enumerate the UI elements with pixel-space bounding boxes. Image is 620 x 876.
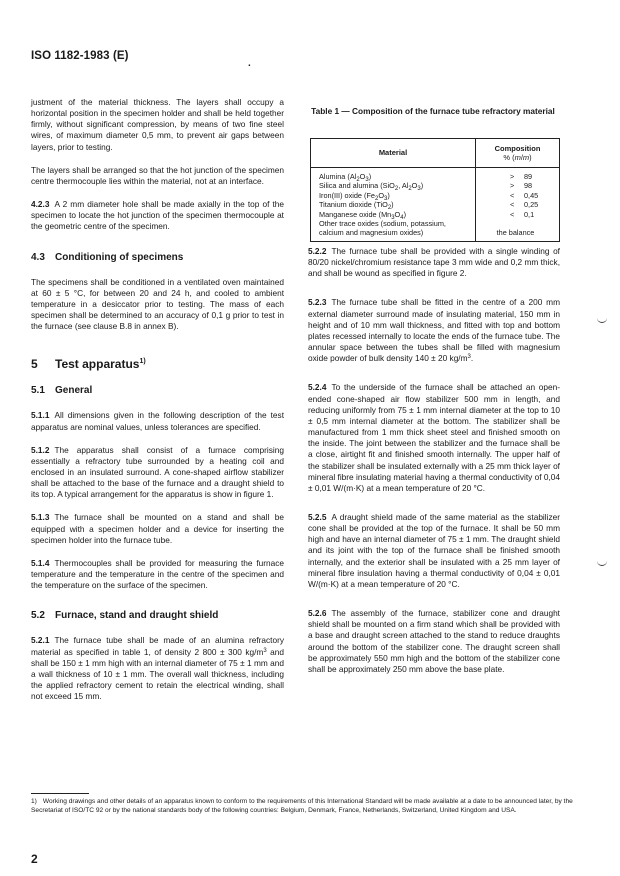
material-text: , Al [398, 181, 409, 191]
composition-value: 0,25 [524, 200, 539, 210]
clause-5-1-3 [31, 512, 284, 545]
superscript: 3 [263, 647, 267, 654]
clause-text: The furnace shall be mounted on a stand and shall be equipped with a specimen holder and a device for inserting the specimen holder into the furnace tube. [31, 512, 284, 545]
clause-text: The apparatus shall consist of a furnace comprising essentially a refractory tube surrounded by a heating coil and enclosed in an insulated surround. A cone-shaped airflow stabilizer shall be attached to the base of the furnace and a draught shield to its top. A typical arrangement for the apparatus is show in figure 1. [31, 444, 284, 500]
material-cell [311, 181, 476, 193]
subscript: 2 [387, 205, 392, 212]
material-text: calcium and magnesium oxides) [319, 228, 424, 238]
material-text: ) [391, 200, 394, 210]
paragraph-continued: justment of the material thickness. The layers shall occupy a horizontal position in the specimen holder and shall be held together firmly, without significant compression, by means of two fine steel wires, of maximum diameter 0,5 mm, to prevent air gaps between layers, prior to testing. [31, 97, 284, 152]
footnote-reference[interactable]: 1) [139, 358, 146, 366]
composition-cell [476, 191, 560, 200]
material-text: Manganese oxide (Mn [319, 209, 392, 219]
heading-number: 5.1 [31, 385, 45, 397]
composition-cell [476, 210, 560, 219]
subscript: 3 [384, 195, 388, 202]
heading-title: General [55, 385, 93, 397]
clause-5-2-1 [31, 635, 284, 702]
composition-cell [476, 168, 560, 182]
clause-number: 5.2.4 [308, 382, 327, 393]
clause-number: 4.2.3 [31, 199, 50, 210]
clause-5-2-2 [308, 246, 560, 279]
clause-text: Thermocouples shall be provided for measuring the furnace temperature and the temperature in the centre of the specimen and the temperature on the surface of the specimen. [31, 557, 284, 591]
clause-text: To the underside of the furnace shall be attached an open-ended cone-shaped air flow stabilizer 500 mm in length, and reducing uniformly from 75 ± 1 mm internal diameter at the top to 10 ± 0,5 mm internal diameter at the bottom. The stabilizer shall be manufactured from 1 mm thick sheet steel and finished smooth on the inside. The joint between the stabilizer and the furnace shall be a close, airtight fit and finished smooth internally. The upper half of the stabilizer shall be insulated externally with a 25 mm thick layer of mineral fibre insulating material having a thermal conductivity of 0,04 ± 0,01 W/(m·K) at a mean temperature of 20 °C. [308, 382, 560, 493]
heading-5-2 [31, 609, 284, 623]
table-header-row [311, 139, 560, 168]
footnote [31, 797, 576, 816]
material-text: ) [368, 172, 372, 181]
material-text: O [378, 190, 384, 200]
clause-number: 5.1.2 [31, 444, 50, 455]
subscript: 2 [394, 186, 399, 193]
heading-5 [31, 354, 284, 372]
clause-5-2-3 [308, 297, 560, 364]
clause-5-2-4 [308, 382, 560, 494]
composition-table [310, 138, 560, 242]
subscript: 3 [365, 177, 369, 183]
heading-number: 5.2 [31, 610, 45, 622]
composition-value: the balance [496, 228, 535, 238]
clause-number: 5.2.1 [31, 635, 50, 646]
page-number: 2 [31, 852, 38, 866]
clause-number: 5.2.2 [308, 246, 327, 256]
clause-number: 5.1.3 [31, 512, 50, 523]
subscript: 2 [356, 177, 360, 183]
material-cell [311, 200, 476, 212]
left-column [31, 97, 284, 702]
heading-5-1 [31, 384, 284, 398]
clause-5-2-5 [308, 512, 560, 590]
subscript: 2 [408, 186, 412, 193]
material-text: ) [387, 190, 390, 200]
table-row [311, 210, 560, 219]
clause-text: A 2 mm diameter hole shall be made axially in the top of the specimen to locate the hot junction of the specimen thermocouple at the geometric centre of the specimen. [31, 199, 284, 232]
material-text: Silica and alumina (SiO [319, 181, 395, 191]
footnote-number: 1) [31, 798, 37, 805]
superscript: 3 [467, 354, 471, 361]
heading-4-3 [31, 251, 284, 265]
material-text: Alumina (Al [319, 172, 357, 181]
material-text: Titanium dioxide (TiO [319, 200, 388, 210]
clause-text-continued: and shall be 150 ± 1 mm high with an internal diameter of 75 ± 1 mm and a wall thickness of 10 ± 1 mm. The overall wall thickness, including the applied refractory cement to retain the electrical winding, shall not exceed 15 mm. [31, 646, 284, 702]
heading-title: Conditioning of specimens [55, 251, 184, 263]
subscript: 3 [417, 186, 421, 193]
table-row [311, 181, 560, 190]
column-header-composition [476, 139, 560, 168]
material-cell [311, 168, 476, 182]
clause-text: The assembly of the furnace, stabilizer cone and draught shield shall be mounted on a firm stand which shall be provided with a base and draught screen attached to the stand to reduce draughts around the bottom of the stabilizer cone. The draught screen shall be approximately 550 mm high and the bottom of the stabilizer cone shall be approximately 250 mm above the base plate. [308, 608, 560, 674]
clause-text: The furnace tube shall be fitted in the centre of a 200 mm external diameter surround made of insulating material, 150 mm in height and of 10 mm wall thickness, and fitted with top and bottom plates recessed internally to locate the ends of the furnace tube. The annular space between the tubes shall be filled with magnesium oxide powder of bulk density 140 ± 20 kg/m [308, 297, 560, 364]
document-id-header: ISO 1182-1983 (E) [31, 50, 129, 62]
heading-number: 5 [31, 357, 38, 372]
right-column [308, 246, 560, 675]
clause-5-2-6 [308, 608, 560, 675]
clause-5-1-2 [31, 445, 284, 501]
clause-text: The furnace tube shall be made of an alumina refractory material as specified in table 1, of density 2 800 ± 300 kg/m [31, 635, 284, 657]
material-cell [311, 219, 476, 241]
composition-value: 98 [524, 181, 533, 191]
heading-title: Test apparatus [55, 357, 140, 372]
clause-text: A draught shield made of the same material as the stabilizer cone shall be provided at the top of the furnace. It shall be 50 mm high and have an internal diameter of 75 ± 1 mm. The draught shield and its joint with the top of the furnace shall be finished smooth internally, and the exterior shall be insulated with a 25 mm layer of mineral fibre insulation having a thermal conductivity of 0,04 ± 0,01 W/(m·K) at a mean temperature of 20 °C. [308, 511, 560, 589]
composition-value: 89 [524, 172, 533, 181]
clause-5-1-4 [31, 558, 284, 591]
subscript: 3 [391, 214, 395, 221]
table-row [311, 191, 560, 200]
relation-symbol: > [510, 181, 515, 191]
footnote-text: Working drawings and other details of an apparatus known to conform to the requirements of this International Standard will be made available at a date to be announced later, by the Secretariat of ISO/TC 92 or by the national standards body of the following countries: Belgium, Denmark, France, Netherlands, Switzerland, United Kingdom and USA. [31, 798, 573, 815]
clause-text: The furnace tube shall be provided with a single winding of 80/20 nickel/chromium resistance tape 3 mm wide and 0,2 mm thick, and shall be wound as specified in figure 2. [308, 246, 560, 279]
material-text: ) [420, 181, 424, 191]
relation-symbol: < [510, 200, 515, 210]
relation-symbol: < [510, 209, 515, 219]
clause-number: 5.2.6 [308, 608, 327, 619]
clause-5-1-1 [31, 410, 284, 432]
table-row [311, 168, 560, 182]
clause-4-2-3 [31, 199, 284, 232]
composition-cell [476, 200, 560, 209]
margin-mark [597, 318, 607, 323]
footnote-divider [31, 793, 89, 794]
composition-cell [476, 181, 560, 190]
clause-number: 5.2.5 [308, 511, 327, 522]
stray-mark: . [248, 58, 251, 69]
paragraph-layers: The layers shall be arranged so that the hot junction of the specimen centre thermocouple lies within the material, not at an interface. [31, 164, 284, 186]
paragraph-conditioning: The specimens shall be conditioned in a ventilated oven maintained at 60 ± 5 °C, for between 20 and 24 h, and cooled to ambient temperature in a desiccator prior to testing. The mass of each specimen shall be determined to an accuracy of 0,1 g prior to test in the furnace (see clause B.8 in annex B). [31, 276, 284, 332]
material-text: Iron(III) oxide (Fe [319, 190, 375, 200]
material-text: O [359, 172, 366, 181]
heading-number: 4.3 [31, 251, 45, 263]
composition-label: Composition [494, 143, 541, 153]
clause-number: 5.1.4 [31, 557, 50, 568]
relation-symbol: < [510, 190, 515, 200]
material-cell [311, 191, 476, 200]
column-header-material: Material [311, 139, 476, 168]
composition-unit: % (m/m) [503, 153, 532, 162]
composition-cell [476, 219, 560, 241]
material-cell [311, 210, 476, 219]
margin-mark [597, 561, 607, 566]
clause-number: 5.2.3 [308, 297, 327, 308]
table-row [311, 219, 560, 241]
relation-symbol: > [510, 172, 515, 181]
table-row [311, 200, 560, 209]
subscript: 2 [374, 195, 379, 202]
clause-number: 5.1.1 [31, 410, 50, 421]
composition-value: 0,45 [524, 190, 539, 200]
material-text: Other trace oxides (sodium, potassium, [319, 219, 446, 229]
heading-title: Furnace, stand and draught shield [55, 610, 219, 622]
table-caption: Table 1 — Composition of the furnace tube refractory material [311, 106, 555, 116]
clause-text-continued: . [470, 353, 474, 364]
clause-text: All dimensions given in the following description of the test apparatus are nominal values, unless tolerances are specified. [31, 410, 284, 432]
subscript: 4 [400, 214, 404, 221]
composition-value: 0,1 [524, 209, 535, 219]
material-text: O [394, 209, 401, 219]
material-text: O [411, 181, 418, 191]
material-text: ) [403, 209, 407, 219]
